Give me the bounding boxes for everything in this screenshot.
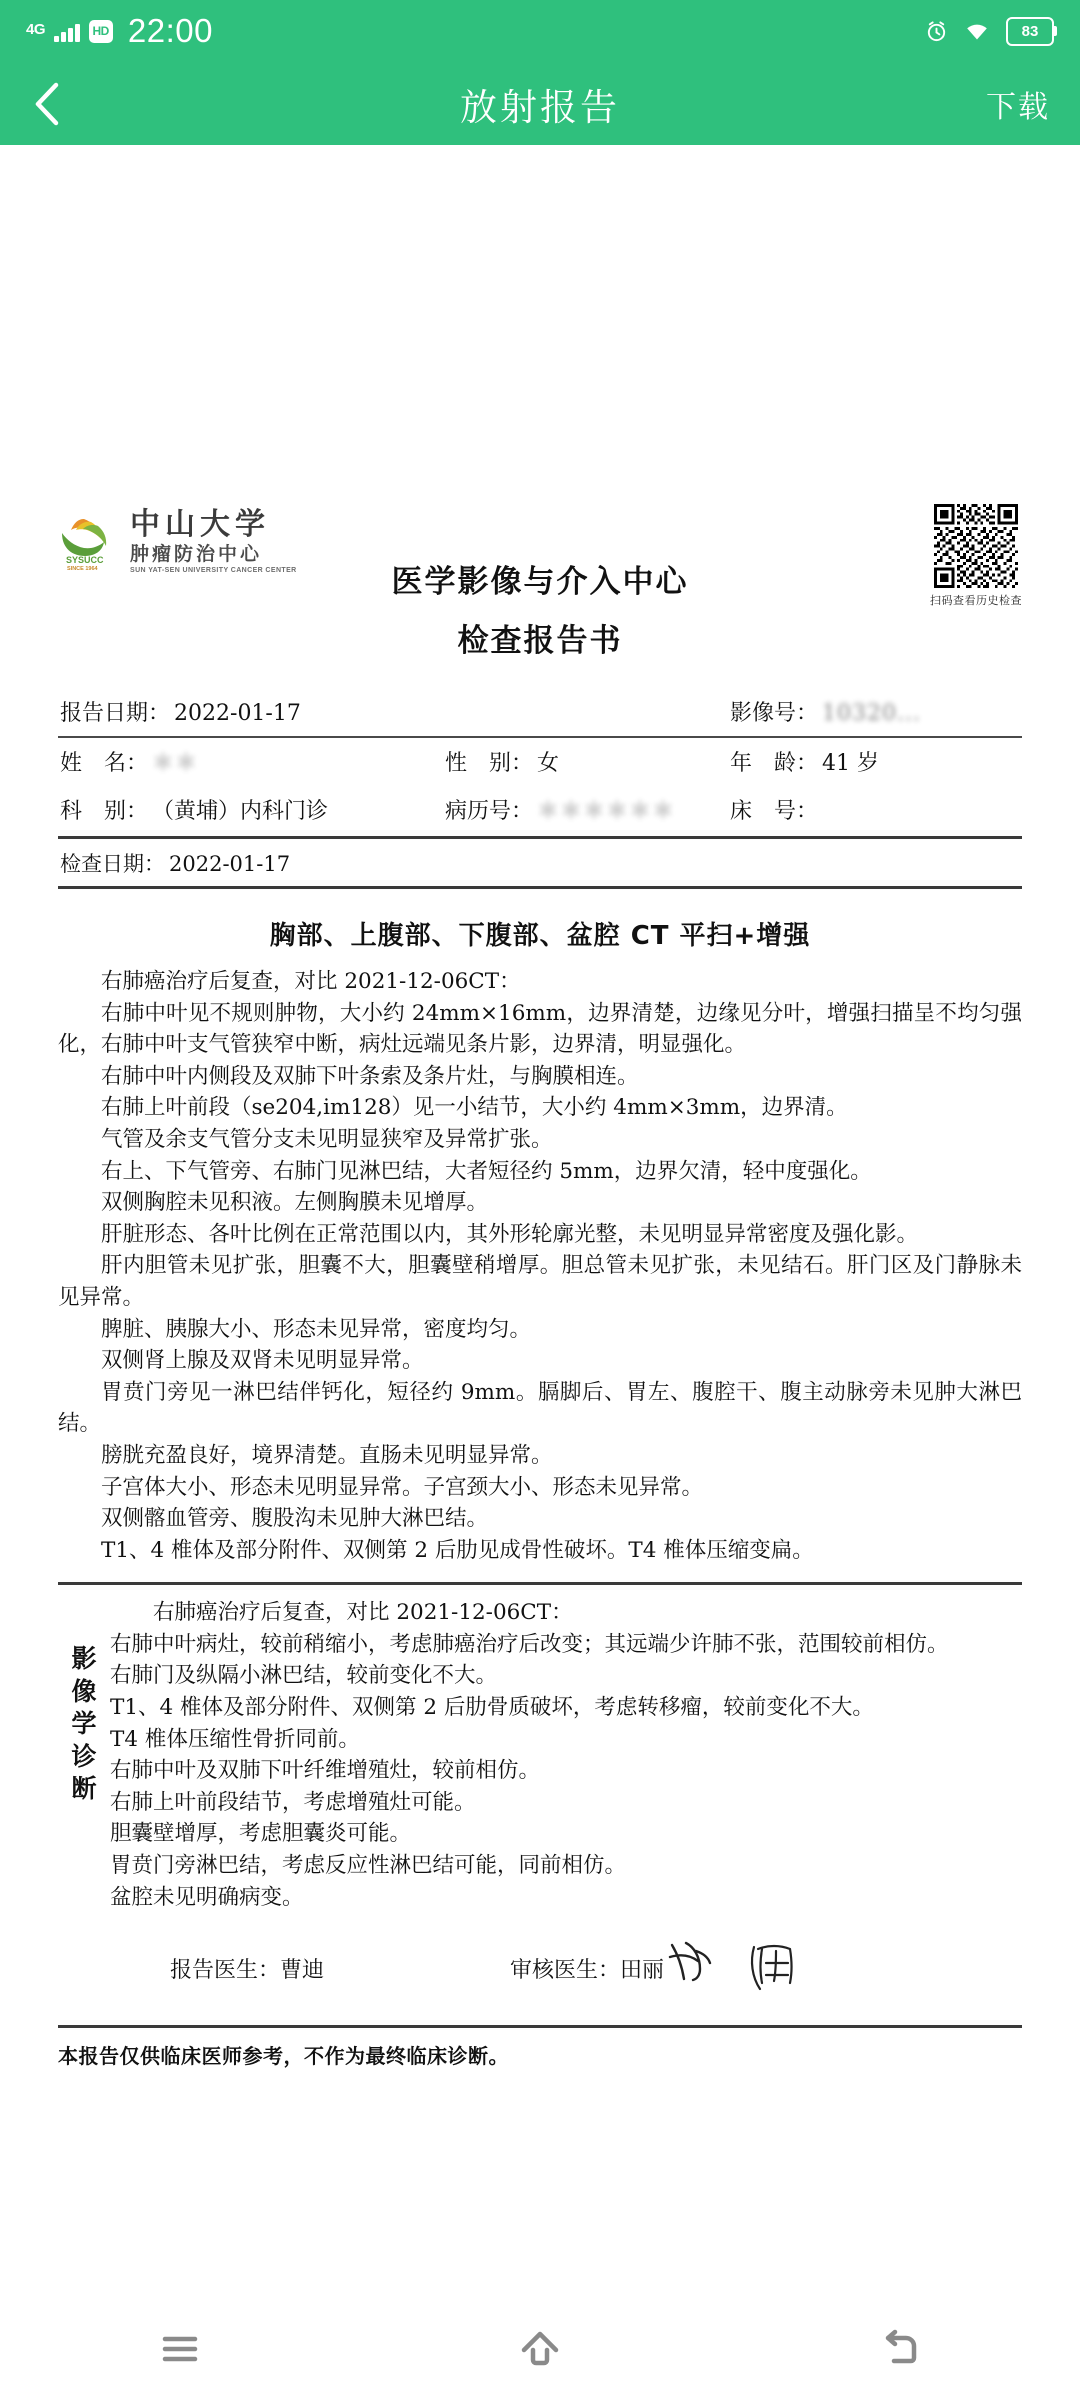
reviewer-block xyxy=(510,1953,836,1999)
department-cell xyxy=(60,794,445,825)
signal-bars-icon xyxy=(54,20,80,42)
findings-line: 双侧髂血管旁、腹股沟未见肿大淋巴结。 xyxy=(101,1506,489,1532)
svg-text:SYSUCC: SYSUCC xyxy=(66,555,104,565)
findings-line: 双侧肾上腺及双肾未见明显异常。 xyxy=(101,1348,424,1374)
reviewer-value: 田丽 xyxy=(620,1958,665,1984)
patient-name-cell xyxy=(60,746,445,777)
findings-line: 肝内胆管未见扩张，胆囊不大，胆囊壁稍增厚。胆总管未见扩张，未见结石。肝门区及门静脉未见异常。 xyxy=(58,1253,1022,1310)
age-value: 41 岁 xyxy=(822,751,880,776)
download-button[interactable]: 下载 xyxy=(986,90,1050,124)
wifi-icon xyxy=(964,20,990,42)
info-row-name-gender-age xyxy=(58,738,1022,786)
report-footnote: 本报告仅供临床医师参考，不作为最终临床诊断。 xyxy=(58,2044,509,2069)
gender-label: 性 别： xyxy=(445,751,534,776)
hd-icon: HD xyxy=(89,20,113,43)
findings-line: 子宫体大小、形态未见明显异常。子宫颈大小、形态未见异常。 xyxy=(101,1474,704,1500)
findings-line: 右肺上叶前段（se204,im128）见一小结节，大小约 4mm×3mm，边界清。 xyxy=(101,1095,848,1121)
findings-line: 肝脏形态、各叶比例在正常范围以内，其外形轮廓光整，未见明显异常密度及强化影。 xyxy=(101,1221,919,1247)
report-scroll-area[interactable] xyxy=(0,145,1080,2290)
record-no-label: 病历号： xyxy=(445,799,534,824)
diagnosis-line: T1、4 椎体及部分附件、双侧第 2 后肋骨质破坏，考虑转移瘤，较前变化不大。 xyxy=(110,1695,874,1721)
status-bar-right xyxy=(925,17,1054,46)
sysucc-logo-icon xyxy=(58,513,120,571)
diagnosis-label-char: 诊 xyxy=(71,1741,97,1771)
diagnosis-line: 右肺癌治疗后复查，对比 2021-12-06CT： xyxy=(153,1600,573,1626)
findings-line: 气管及余支气管分支未见明显狭窄及异常扩张。 xyxy=(101,1126,553,1152)
diagnosis-label-char: 影 xyxy=(71,1644,97,1674)
diagnosis-label-char: 断 xyxy=(71,1774,97,1804)
record-no-cell xyxy=(445,794,730,825)
diagnosis-line: 胆囊壁增厚，考虑胆囊炎可能。 xyxy=(110,1821,412,1847)
signature-row xyxy=(58,1953,1022,1999)
findings-line: 膀胱充盈良好，境界清楚。直肠未见明显异常。 xyxy=(101,1442,553,1468)
exam-date-row xyxy=(58,839,1022,884)
findings-line: T1、4 椎体及部分附件、双侧第 2 后肋见成骨性破坏。T4 椎体压缩变扁。 xyxy=(101,1537,814,1563)
status-bar xyxy=(0,0,1080,62)
info-row-dept-record-bed xyxy=(58,786,1022,834)
diagnosis-line: 盆腔未见明确病变。 xyxy=(110,1884,304,1910)
report-document xyxy=(0,500,1080,2069)
image-no-value: 10320... xyxy=(822,701,921,726)
diagnosis-vertical-label xyxy=(58,1597,110,1913)
age-label: 年 龄： xyxy=(730,751,819,776)
handwritten-signature-icon xyxy=(666,1937,836,1999)
home-icon[interactable] xyxy=(511,2320,569,2378)
qr-block[interactable] xyxy=(930,500,1022,608)
exam-title: 胸部、上腹部、下腹部、盆腔 CT 平扫+增强 xyxy=(269,921,811,951)
reviewer-label: 审核医生： xyxy=(510,1958,621,1984)
diagnosis-line: 右肺中叶及双肺下叶纤维增殖灶，较前相仿。 xyxy=(110,1758,541,1784)
app-bar xyxy=(0,62,1080,145)
hospital-center-cn: 肿瘤防治中心 xyxy=(130,543,263,565)
patient-info-table xyxy=(58,688,1022,889)
findings-line: 脾脏、胰腺大小、形态未见异常，密度均匀。 xyxy=(101,1316,532,1342)
findings-section xyxy=(58,966,1022,1566)
diagnosis-line: T4 椎体压缩性骨折同前。 xyxy=(110,1726,360,1752)
department-value: （黄埔）内科门诊 xyxy=(152,799,329,824)
report-date-cell xyxy=(60,696,445,727)
info-row-report-date xyxy=(58,688,1022,738)
status-bar-clock: 22:00 xyxy=(127,12,213,49)
department-label: 科 别： xyxy=(60,799,149,824)
svg-text:SINCE 1964: SINCE 1964 xyxy=(67,566,98,571)
hospital-name-cn: 中山大学 xyxy=(130,507,270,542)
document-title-line2: 检查报告书 xyxy=(457,623,623,659)
document-title-line1: 医学影像与介入中心 xyxy=(391,564,689,600)
diagnosis-label-char: 学 xyxy=(71,1709,97,1739)
page-title: 放射报告 xyxy=(460,86,620,128)
hospital-logo xyxy=(58,500,297,574)
menu-icon[interactable] xyxy=(151,2320,209,2378)
image-no-cell xyxy=(730,696,1020,727)
diagnosis-line: 右肺上叶前段结节，考虑增殖灶可能。 xyxy=(110,1789,476,1815)
findings-line: 右肺中叶内侧段及双肺下叶条索及条片灶，与胸膜相连。 xyxy=(101,1063,639,1089)
alarm-icon xyxy=(925,20,948,43)
image-no-label: 影像号： xyxy=(730,701,819,726)
back-arrow-icon[interactable] xyxy=(871,2320,929,2378)
network-type-label: 4G xyxy=(26,21,46,38)
diagnosis-body xyxy=(110,1597,1022,1913)
patient-name-value: ＊＊ xyxy=(152,751,199,776)
diagnosis-label-char: 像 xyxy=(71,1676,97,1706)
status-bar-left xyxy=(26,12,213,50)
gender-cell xyxy=(445,746,730,777)
findings-line: 右肺中叶见不规则肿物，大小约 24mm×16mm，边界清楚，边缘见分叶，增强扫描呈不均匀强化，右肺中叶支气管狭窄中断，病灶远端见条片影，边界清，明显强化。 xyxy=(58,1000,1022,1058)
battery-percent-label: 83 xyxy=(1021,22,1039,40)
battery-icon xyxy=(1006,17,1054,46)
bed-no-label: 床 号： xyxy=(730,799,819,824)
report-date-value: 2022-01-17 xyxy=(174,701,301,726)
findings-line: 胃贲门旁见一淋巴结伴钙化，短径约 9mm。膈脚后、胃左、腹腔干、腹主动脉旁未见肿大淋巴结。 xyxy=(58,1379,1022,1437)
diagnosis-line: 右肺门及纵隔小淋巴结，较前变化不大。 xyxy=(110,1663,498,1689)
diagnosis-section xyxy=(58,1597,1022,1913)
age-cell xyxy=(730,746,1020,777)
exam-date-value: 2022-01-17 xyxy=(169,852,291,876)
findings-line: 双侧胸腔未见积液。左侧胸膜未见增厚。 xyxy=(101,1190,489,1216)
qr-caption: 扫码查看历史检查 xyxy=(930,594,1022,607)
exam-divider xyxy=(58,886,1022,889)
hospital-name-en: SUN YAT-SEN UNIVERSITY CANCER CENTER xyxy=(130,567,297,574)
reporter-label: 报告医生： xyxy=(170,1958,281,1984)
spacer-cell xyxy=(445,696,730,727)
exam-date-label: 检查日期： xyxy=(60,852,165,876)
back-chevron-icon[interactable] xyxy=(30,81,64,127)
reporter-block xyxy=(170,1953,324,1984)
patient-name-label: 姓 名： xyxy=(60,751,149,776)
system-nav-bar xyxy=(0,2290,1080,2408)
diagnosis-line: 右肺中叶病灶，较前稍缩小，考虑肺癌治疗后改变；其远端少许肺不张，范围较前相仿。 xyxy=(110,1631,949,1657)
footer-divider xyxy=(58,2025,1022,2028)
qr-code-icon[interactable] xyxy=(934,504,1018,588)
findings-line: 右肺癌治疗后复查，对比 2021-12-06CT： xyxy=(101,969,521,994)
findings-line: 右上、下气管旁、右肺门见淋巴结，大者短径约 5mm，边界欠清，轻中度强化。 xyxy=(101,1158,872,1184)
gender-value: 女 xyxy=(537,751,560,776)
reporter-value: 曹迪 xyxy=(280,1958,325,1984)
bed-no-cell xyxy=(730,794,1020,825)
record-no-value: ＊＊＊＊＊＊ xyxy=(537,799,676,824)
diagnosis-line: 胃贲门旁淋巴结，考虑反应性淋巴结可能，同前相仿。 xyxy=(110,1853,627,1879)
report-date-label: 报告日期： xyxy=(60,701,171,726)
hospital-logo-text xyxy=(130,507,297,574)
findings-divider xyxy=(58,1582,1022,1585)
